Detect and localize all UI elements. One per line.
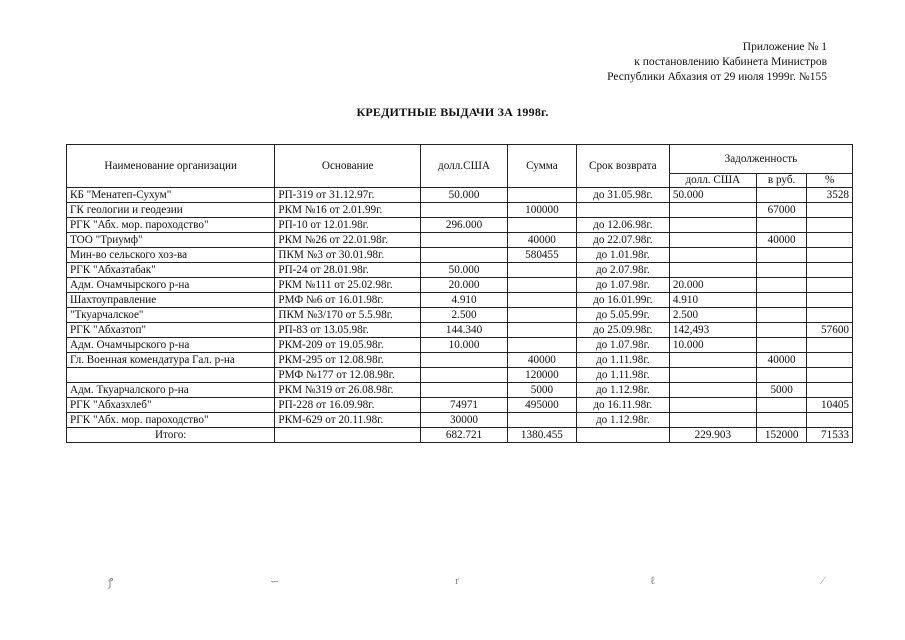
cell-debt-rub — [756, 188, 807, 203]
cell-debt-pct — [807, 308, 853, 323]
cell-usd: 296.000 — [421, 218, 508, 233]
cell-debt-usd: 50.000 — [669, 188, 756, 203]
cell-org: Мин-во сельского хоз-ва — [67, 248, 275, 263]
cell-debt-rub — [756, 323, 807, 338]
cell-sum — [508, 323, 577, 338]
cell-term: до 5.05.99г. — [576, 308, 669, 323]
table-row — [67, 383, 853, 398]
scan-mark: ꝭ — [108, 577, 114, 589]
cell-usd — [421, 368, 508, 383]
cell-org: ГК геологии и геодезии — [67, 203, 275, 218]
table-row — [67, 308, 853, 323]
cell-basis: РП-24 от 28.01.98г. — [275, 263, 421, 278]
total-debt-rub: 152000 — [756, 428, 807, 443]
cell-sum — [508, 308, 577, 323]
cell-sum: 495000 — [508, 398, 577, 413]
cell-basis: ПКМ №3/170 от 5.5.98г. — [275, 308, 421, 323]
cell-org: РГК "Абх. мор. пароходство" — [67, 218, 275, 233]
cell-debt-usd — [669, 383, 756, 398]
header-debt-rub: в руб. — [756, 174, 807, 188]
cell-usd — [421, 203, 508, 218]
cell-debt-rub: 40000 — [756, 353, 807, 368]
table-row — [67, 278, 853, 293]
cell-debt-usd — [669, 218, 756, 233]
header-date-line: Республики Абхазия от 29 июля 1999г. №155 — [607, 71, 827, 83]
total-label: Итого: — [67, 428, 275, 443]
header-basis: Основание — [275, 145, 421, 188]
cell-debt-rub — [756, 398, 807, 413]
cell-usd: 10.000 — [421, 338, 508, 353]
cell-usd: 50.000 — [421, 188, 508, 203]
cell-usd — [421, 383, 508, 398]
cell-debt-rub — [756, 293, 807, 308]
cell-sum — [508, 278, 577, 293]
cell-debt-rub — [756, 263, 807, 278]
cell-debt-usd — [669, 203, 756, 218]
table-row — [67, 248, 853, 263]
cell-debt-pct — [807, 233, 853, 248]
cell-term: до 1.11.98г. — [576, 368, 669, 383]
cell-org: РГК "Абхазтабак" — [67, 263, 275, 278]
cell-org: ТОО "Триумф" — [67, 233, 275, 248]
cell-debt-usd — [669, 233, 756, 248]
cell-term: до 31.05.98г. — [576, 188, 669, 203]
total-row — [67, 428, 853, 443]
scan-mark: ℓ — [650, 575, 656, 587]
cell-sum: 40000 — [508, 353, 577, 368]
cell-term: до 25.09.98г. — [576, 323, 669, 338]
cell-debt-pct: 10405 — [807, 398, 853, 413]
cell-basis: РКМ №319 от 26.08.98г. — [275, 383, 421, 398]
cell-debt-rub: 5000 — [756, 383, 807, 398]
cell-org: Адм. Ткуарчалского р-на — [67, 383, 275, 398]
cell-debt-rub — [756, 248, 807, 263]
cell-org: Адм. Очамчырского р-на — [67, 338, 275, 353]
cell-debt-pct: 3528 — [807, 188, 853, 203]
cell-sum — [508, 218, 577, 233]
cell-basis: РКМ-295 от 12.08.98г. — [275, 353, 421, 368]
cell-org: Адм. Очамчырского р-на — [67, 278, 275, 293]
cell-basis: РМФ №6 от 16.01.98г. — [275, 293, 421, 308]
cell-debt-usd: 4.910 — [669, 293, 756, 308]
cell-usd: 2.500 — [421, 308, 508, 323]
cell-debt-pct — [807, 413, 853, 428]
cell-term: до 1.11.98г. — [576, 353, 669, 368]
cell-basis: РКМ №111 от 25.02.98г. — [275, 278, 421, 293]
table-row — [67, 293, 853, 308]
table-row — [67, 188, 853, 203]
cell-usd — [421, 353, 508, 368]
table-row — [67, 368, 853, 383]
cell-org: РГК "Абхазтоп" — [67, 323, 275, 338]
total-usd: 682.721 — [421, 428, 508, 443]
cell-sum — [508, 188, 577, 203]
header-decree-line: к постановлению Кабинета Министров — [634, 56, 827, 68]
cell-usd: 50.000 — [421, 263, 508, 278]
cell-basis: РКМ №26 от 22.01.98г. — [275, 233, 421, 248]
header-usd: долл.США — [421, 145, 508, 188]
cell-debt-usd: 2.500 — [669, 308, 756, 323]
cell-org: РГК "Абх. мор. пароходство" — [67, 413, 275, 428]
cell-debt-usd: 20.000 — [669, 278, 756, 293]
total-basis — [275, 428, 421, 443]
cell-sum: 120000 — [508, 368, 577, 383]
cell-sum — [508, 263, 577, 278]
cell-org: Гл. Военная комендатура Гал. р-на — [67, 353, 275, 368]
cell-term: до 2.07.98г. — [576, 263, 669, 278]
cell-debt-pct — [807, 203, 853, 218]
cell-debt-rub — [756, 368, 807, 383]
table-row — [67, 203, 853, 218]
cell-term: до 16.01.99г. — [576, 293, 669, 308]
cell-debt-rub: 67000 — [756, 203, 807, 218]
total-debt-usd: 229.903 — [669, 428, 756, 443]
cell-sum — [508, 293, 577, 308]
header-debt-usd: долл. США — [669, 174, 756, 188]
cell-debt-pct — [807, 278, 853, 293]
cell-org: РГК "Абхазхлеб" — [67, 398, 275, 413]
table-row — [67, 323, 853, 338]
cell-debt-pct — [807, 338, 853, 353]
table-row — [67, 413, 853, 428]
cell-debt-rub — [756, 338, 807, 353]
cell-debt-rub — [756, 218, 807, 233]
cell-usd: 74971 — [421, 398, 508, 413]
cell-basis: ПКМ №3 от 30.01.98г. — [275, 248, 421, 263]
cell-basis: РКМ-629 от 20.11.98г. — [275, 413, 421, 428]
cell-debt-usd — [669, 398, 756, 413]
cell-debt-pct — [807, 248, 853, 263]
cell-term: до 1.01.98г. — [576, 248, 669, 263]
cell-debt-usd — [669, 353, 756, 368]
table-row — [67, 263, 853, 278]
cell-term: до 16.11.98г. — [576, 398, 669, 413]
cell-debt-rub — [756, 413, 807, 428]
header-appendix-line: Приложение № 1 — [742, 41, 827, 53]
cell-org: КБ "Менатеп-Сухум" — [67, 188, 275, 203]
cell-org — [67, 368, 275, 383]
table-row — [67, 233, 853, 248]
header-debt: Задолженность — [669, 145, 852, 174]
cell-debt-usd: 142,493 — [669, 323, 756, 338]
cell-org: Шахтоуправление — [67, 293, 275, 308]
cell-debt-pct — [807, 353, 853, 368]
cell-debt-usd — [669, 413, 756, 428]
document-header — [607, 40, 827, 85]
table-row — [67, 338, 853, 353]
cell-usd — [421, 248, 508, 263]
cell-basis: РП-83 от 13.05.98г. — [275, 323, 421, 338]
header-debt-pct: % — [807, 174, 853, 188]
cell-debt-usd — [669, 263, 756, 278]
cell-debt-rub: 40000 — [756, 233, 807, 248]
total-debt-pct: 71533 — [807, 428, 853, 443]
cell-term: до 1.12.98г. — [576, 383, 669, 398]
cell-sum — [508, 338, 577, 353]
cell-sum: 100000 — [508, 203, 577, 218]
cell-basis: РКМ-209 от 19.05.98г. — [275, 338, 421, 353]
table-row — [67, 398, 853, 413]
credits-table — [66, 144, 853, 443]
scan-marks — [0, 575, 905, 595]
cell-basis: РП-10 от 12.01.98г. — [275, 218, 421, 233]
scan-mark: ґ — [455, 575, 459, 587]
cell-debt-pct: 57600 — [807, 323, 853, 338]
total-sum: 1380.455 — [508, 428, 577, 443]
cell-debt-pct — [807, 383, 853, 398]
cell-basis: РП-319 от 31.12.97г. — [275, 188, 421, 203]
cell-sum: 40000 — [508, 233, 577, 248]
cell-debt-pct — [807, 368, 853, 383]
table-row — [67, 218, 853, 233]
cell-basis: РП-228 от 16.09.98г. — [275, 398, 421, 413]
cell-debt-pct — [807, 218, 853, 233]
cell-term: до 1.07.98г. — [576, 338, 669, 353]
cell-usd — [421, 233, 508, 248]
cell-debt-usd — [669, 248, 756, 263]
cell-usd: 30000 — [421, 413, 508, 428]
cell-usd: 144.340 — [421, 323, 508, 338]
cell-term: до 1.07.98г. — [576, 278, 669, 293]
table-body — [67, 188, 853, 443]
table-row — [67, 353, 853, 368]
cell-basis: РМФ №177 от 12.08.98г. — [275, 368, 421, 383]
cell-debt-pct — [807, 293, 853, 308]
cell-term: до 1.12.98г. — [576, 413, 669, 428]
cell-term: до 12.06.98г. — [576, 218, 669, 233]
cell-debt-usd: 10.000 — [669, 338, 756, 353]
cell-debt-pct — [807, 263, 853, 278]
cell-sum: 580455 — [508, 248, 577, 263]
total-term — [576, 428, 669, 443]
cell-debt-rub — [756, 308, 807, 323]
cell-debt-usd — [669, 368, 756, 383]
cell-term — [576, 203, 669, 218]
scan-mark: ∕ — [822, 575, 824, 587]
cell-usd: 20.000 — [421, 278, 508, 293]
header-term: Срок возврата — [576, 145, 669, 188]
cell-debt-rub — [756, 278, 807, 293]
cell-sum — [508, 413, 577, 428]
cell-org: "Ткуарчалское" — [67, 308, 275, 323]
cell-usd: 4.910 — [421, 293, 508, 308]
cell-term: до 22.07.98г. — [576, 233, 669, 248]
cell-sum: 5000 — [508, 383, 577, 398]
header-org: Наименование организации — [67, 145, 275, 188]
header-sum: Сумма — [508, 145, 577, 188]
document-title: КРЕДИТНЫЕ ВЫДАЧИ ЗА 1998г. — [356, 105, 549, 119]
scan-mark: ∽ — [270, 576, 280, 588]
cell-basis: РКМ №16 от 2.01.99г. — [275, 203, 421, 218]
